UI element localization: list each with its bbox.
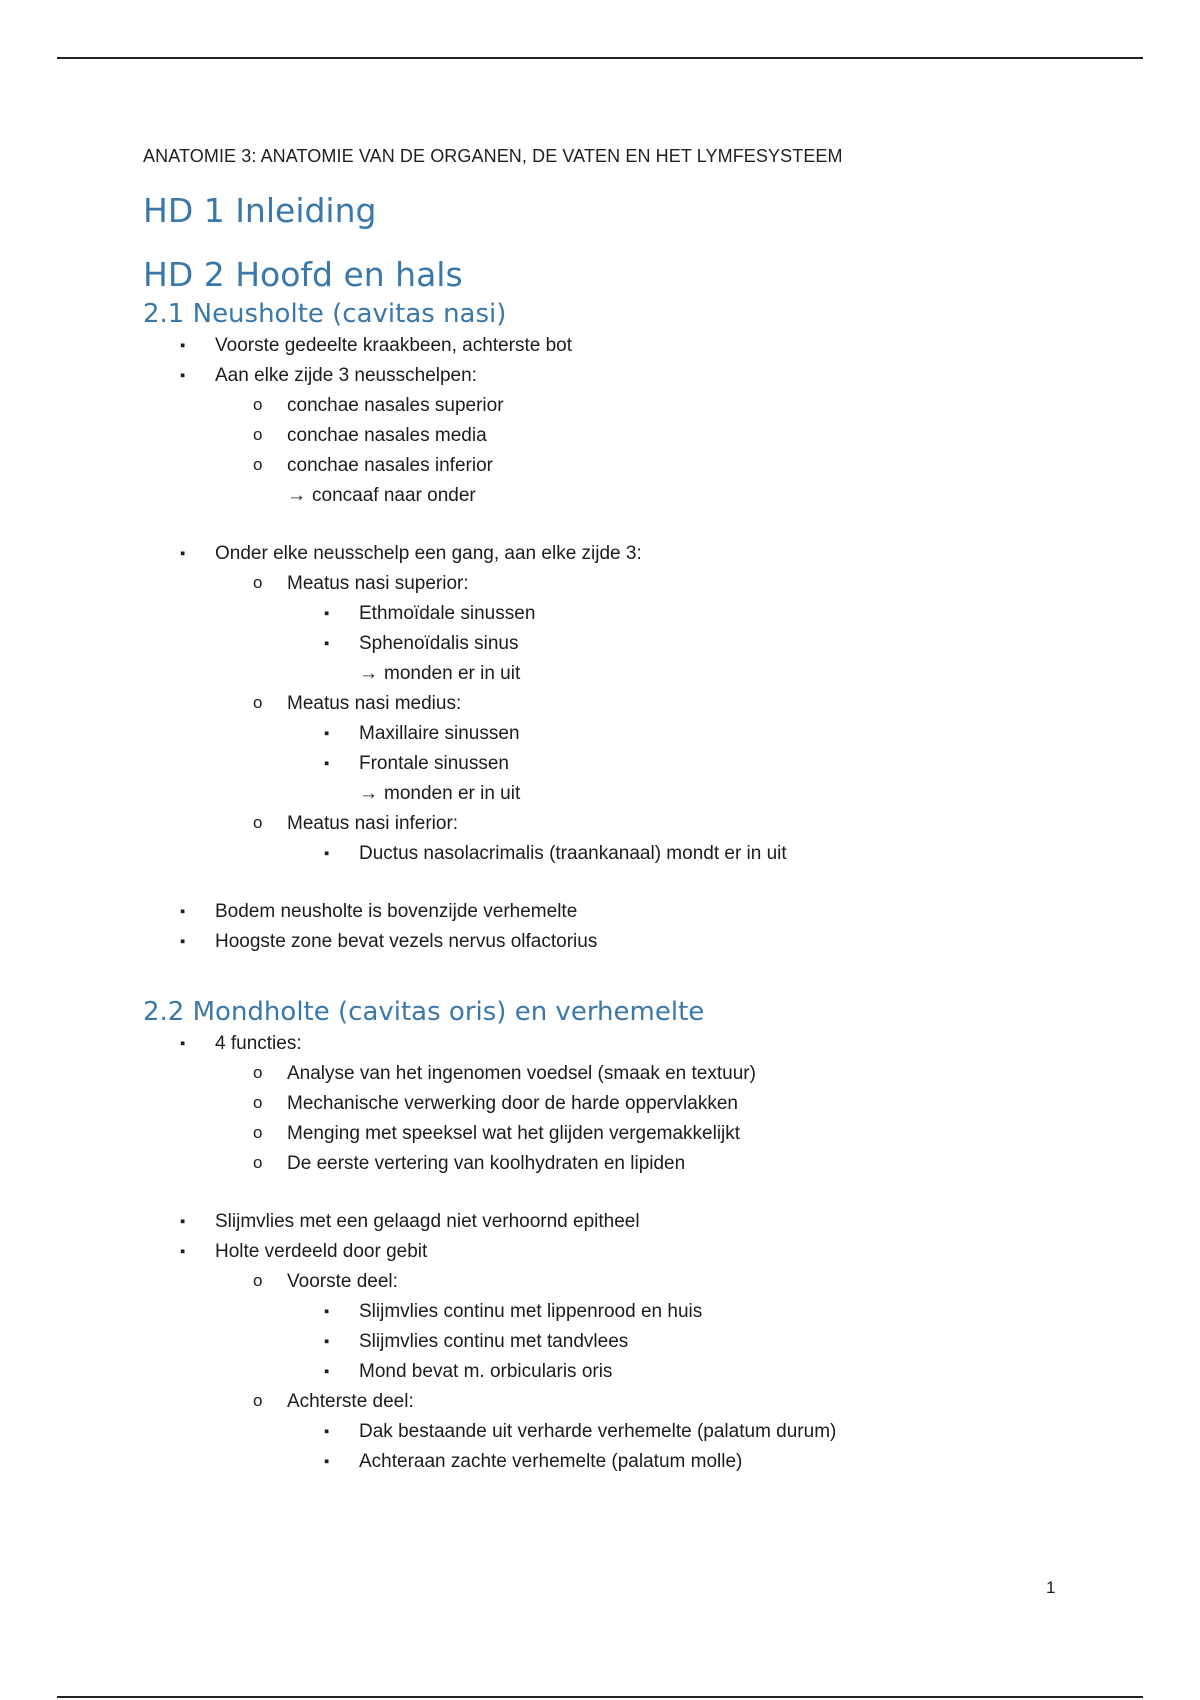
list-item: ▪ Holte verdeeld door gebit <box>143 1237 1103 1267</box>
arrow-icon: → <box>359 783 378 804</box>
sublist-meatus-sup <box>143 569 1103 599</box>
sublist-functies <box>143 1059 1103 1179</box>
footer-rule <box>57 1696 1143 1698</box>
document-page <box>143 140 1103 1477</box>
list-item: o De eerste vertering van koolhydraten en lipiden <box>143 1149 1103 1179</box>
list-item: ▪ Dak bestaande uit verharde verhemelte (palatum durum) <box>143 1417 1103 1447</box>
list-item: o Voorste deel: <box>143 1267 1103 1297</box>
note-text: monden er in uit <box>384 783 521 804</box>
note-text: concaaf naar onder <box>312 485 476 506</box>
sublist-meatus-med <box>143 689 1103 719</box>
list-item: ▪ Voorste gedeelte kraakbeen, achterste bot <box>143 331 1103 361</box>
list-item: o Mechanische verwerking door de harde oppervlakken <box>143 1089 1103 1119</box>
sublist-voorste <box>143 1267 1103 1297</box>
sublist-conchae <box>143 391 1103 511</box>
list-item: ▪ Maxillaire sinussen <box>143 719 1103 749</box>
list-item: o conchae nasales superior <box>143 391 1103 421</box>
list-item: ▪ Ethmoïdale sinussen <box>143 599 1103 629</box>
list-item: ▪ Slijmvlies met een gelaagd niet verhoornd epitheel <box>143 1207 1103 1237</box>
list-item: ▪ Onder elke neusschelp een gang, aan elke zijde 3: <box>143 539 1103 569</box>
header-rule <box>57 57 1143 59</box>
subsublist-meatus-inf <box>143 839 1103 869</box>
arrow-icon: → <box>359 663 378 684</box>
subsublist-meatus-med <box>143 719 1103 809</box>
note-monden <box>143 779 1103 809</box>
list-item: o Meatus nasi inferior: <box>143 809 1103 839</box>
note-text: monden er in uit <box>384 663 521 684</box>
list-item: ▪ Ductus nasolacrimalis (traankanaal) mondt er in uit <box>143 839 1103 869</box>
document-title: ANATOMIE 3: ANATOMIE VAN DE ORGANEN, DE VATEN EN HET LYMFESYSTEEM <box>143 146 843 166</box>
heading-2-1: 2.1 Neusholte (cavitas nasi) <box>143 299 507 329</box>
list-item: ▪ 4 functies: <box>143 1029 1103 1059</box>
sublist-achterste <box>143 1387 1103 1417</box>
sublist-meatus-inf <box>143 809 1103 839</box>
note-monden <box>143 659 1103 689</box>
list-2-1 <box>143 331 1103 391</box>
list-2-1-b <box>143 539 1103 569</box>
list-item: o Analyse van het ingenomen voedsel (smaak en textuur) <box>143 1059 1103 1089</box>
list-2-1-c <box>143 897 1103 957</box>
list-2-2 <box>143 1029 1103 1059</box>
subsublist-achterste <box>143 1417 1103 1477</box>
list-item: ▪ Aan elke zijde 3 neusschelpen: <box>143 361 1103 391</box>
list-item: o conchae nasales media <box>143 421 1103 451</box>
list-item: o Achterste deel: <box>143 1387 1103 1417</box>
note-concaaf <box>143 481 1103 511</box>
subsublist-voorste <box>143 1297 1103 1387</box>
list-item: ▪ Mond bevat m. orbicularis oris <box>143 1357 1103 1387</box>
list-item: ▪ Hoogste zone bevat vezels nervus olfactorius <box>143 927 1103 957</box>
list-item: ▪ Slijmvlies continu met lippenrood en huis <box>143 1297 1103 1327</box>
list-2-2-b <box>143 1207 1103 1267</box>
list-item: o Meatus nasi medius: <box>143 689 1103 719</box>
list-item: ▪ Bodem neusholte is bovenzijde verhemelte <box>143 897 1103 927</box>
heading-hd1: HD 1 Inleiding <box>143 191 377 230</box>
list-item: ▪ Frontale sinussen <box>143 749 1103 779</box>
arrow-icon: → <box>287 485 306 506</box>
heading-2-2: 2.2 Mondholte (cavitas oris) en verhemelte <box>143 997 705 1027</box>
page-number: 1 <box>1046 1578 1056 1597</box>
list-item: ▪ Sphenoïdalis sinus <box>143 629 1103 659</box>
heading-hd2: HD 2 Hoofd en hals <box>143 255 463 294</box>
list-item: ▪ Achteraan zachte verhemelte (palatum molle) <box>143 1447 1103 1477</box>
list-item: ▪ Slijmvlies continu met tandvlees <box>143 1327 1103 1357</box>
list-item: o Meatus nasi superior: <box>143 569 1103 599</box>
subsublist-meatus-sup <box>143 599 1103 689</box>
list-item: o Menging met speeksel wat het glijden vergemakkelijkt <box>143 1119 1103 1149</box>
list-item: o conchae nasales inferior <box>143 451 1103 481</box>
